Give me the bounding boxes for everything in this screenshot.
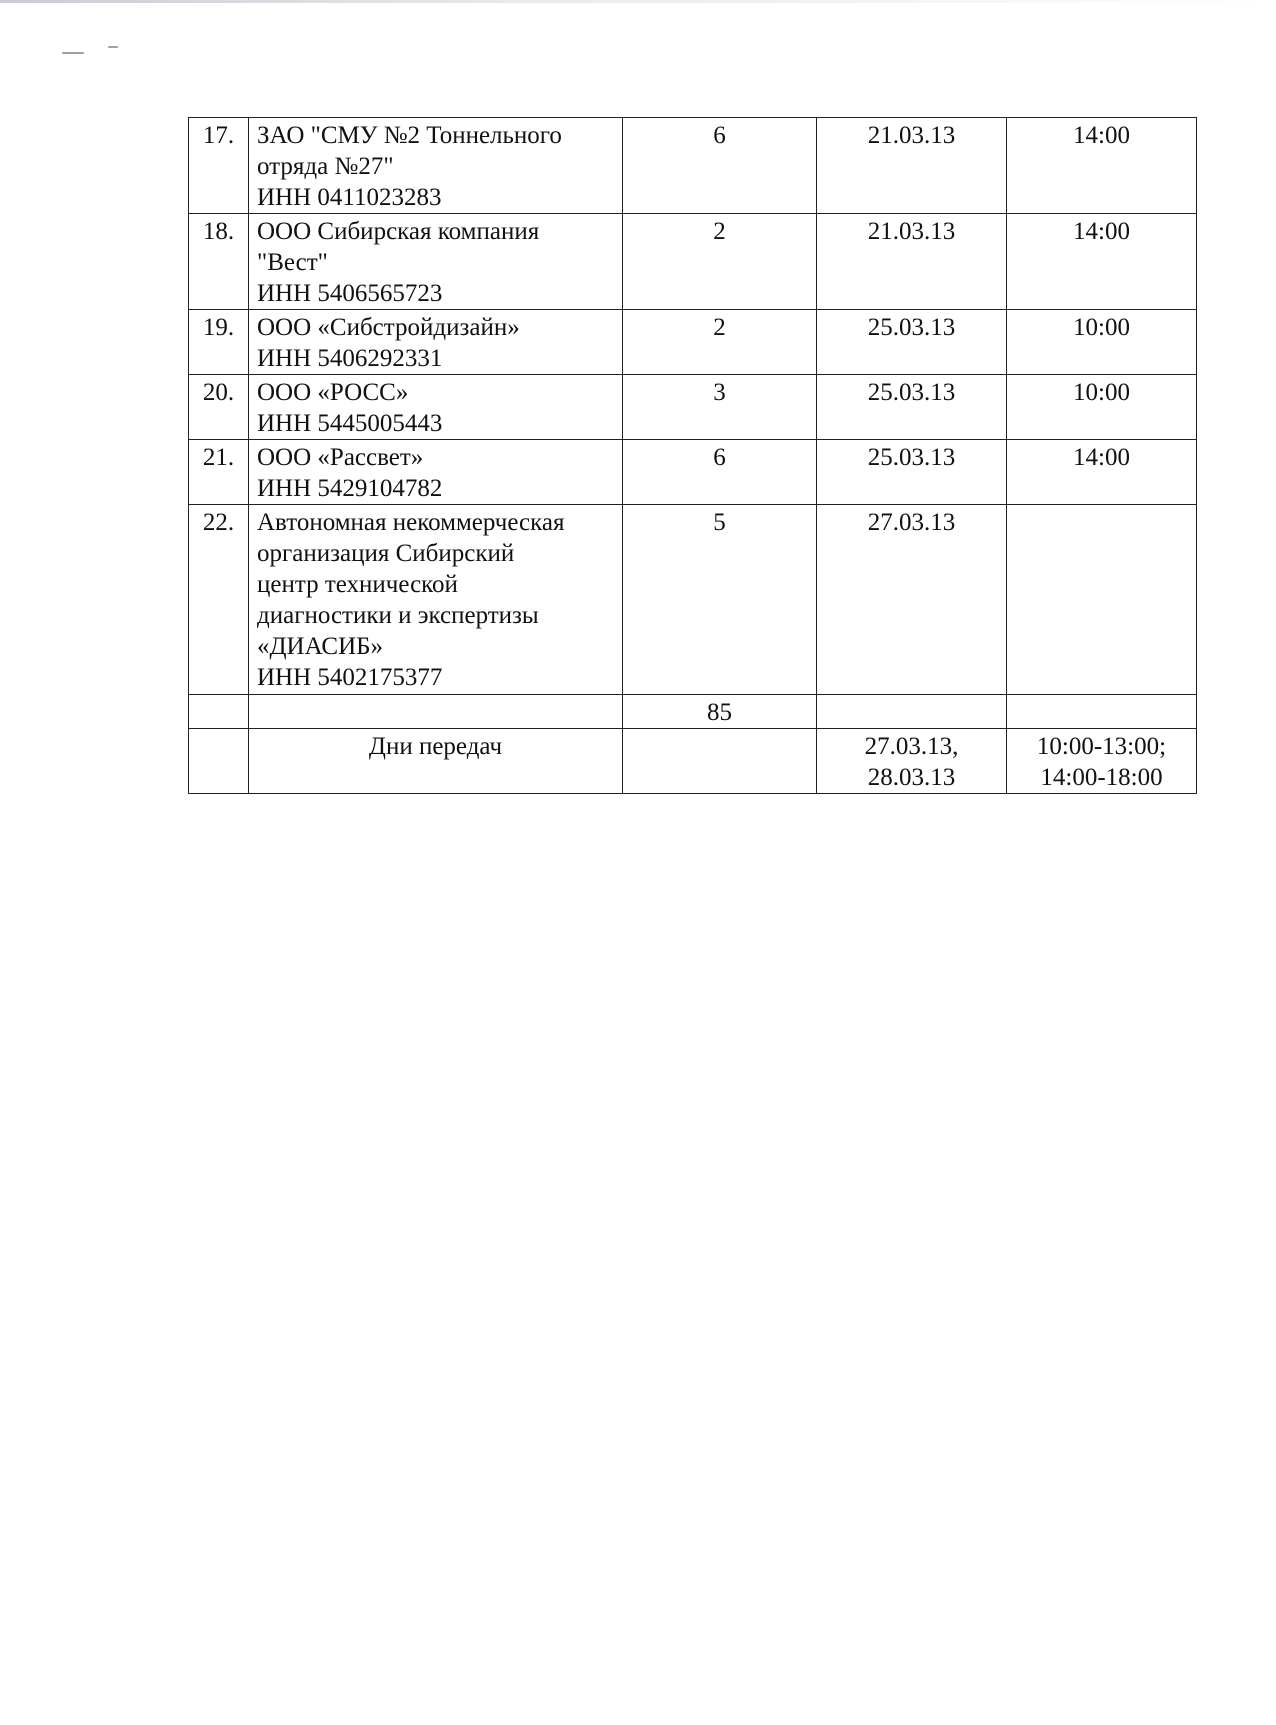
quantity-cell: 6	[623, 440, 817, 505]
total-row	[189, 695, 1197, 729]
row-number: 21.	[189, 440, 249, 505]
empty-cell	[817, 695, 1007, 729]
date-cell: 21.03.13	[817, 214, 1007, 310]
row-number: 20.	[189, 375, 249, 440]
date-cell: 21.03.13	[817, 118, 1007, 214]
time-cell: 10:00	[1007, 310, 1197, 375]
quantity-cell: 3	[623, 375, 817, 440]
empty-cell	[623, 729, 817, 794]
organization-line: отряда №27"	[257, 153, 394, 180]
empty-cell	[249, 695, 623, 729]
time-cell: 10:00	[1007, 375, 1197, 440]
transfer-time: 14:00-18:00	[1040, 764, 1163, 791]
row-number: 19.	[189, 310, 249, 375]
organization-line: «ДИАСИБ»	[257, 633, 384, 660]
schedule-table	[188, 117, 1197, 794]
transfer-days-row	[189, 729, 1197, 794]
organization-line: "Вест"	[257, 249, 328, 276]
date-cell: 25.03.13	[817, 440, 1007, 505]
date-cell: 25.03.13	[817, 310, 1007, 375]
organization-line: Автономная некоммерческая	[257, 509, 565, 536]
organization-line: ООО «Рассвет»	[257, 444, 424, 471]
time-cell: 14:00	[1007, 440, 1197, 505]
date-cell: 25.03.13	[817, 375, 1007, 440]
scan-mark	[62, 52, 84, 54]
quantity-cell: 6	[623, 118, 817, 214]
organization-cell	[249, 310, 623, 375]
organization-line: ИНН 5406292331	[257, 345, 443, 372]
quantity-cell: 5	[623, 505, 817, 695]
organization-line: организация Сибирский	[257, 540, 515, 567]
organization-line: ООО Сибирская компания	[257, 218, 540, 245]
total-quantity: 85	[623, 695, 817, 729]
organization-line: ИНН 5445005443	[257, 410, 443, 437]
empty-cell	[1007, 695, 1197, 729]
organization-line: ООО «Сибстройдизайн»	[257, 314, 520, 341]
organization-cell	[249, 118, 623, 214]
organization-cell	[249, 505, 623, 695]
organization-cell	[249, 375, 623, 440]
table-row	[189, 440, 1197, 505]
table-row	[189, 118, 1197, 214]
table-row	[189, 375, 1197, 440]
transfer-days-label: Дни передач	[249, 729, 623, 794]
scan-mark	[108, 46, 118, 48]
organization-line: ИНН 5406565723	[257, 280, 443, 307]
time-cell	[1007, 505, 1197, 695]
empty-cell	[189, 695, 249, 729]
table-row	[189, 214, 1197, 310]
time-cell: 14:00	[1007, 214, 1197, 310]
organization-line: ИНН 5402175377	[257, 664, 443, 691]
organization-cell	[249, 214, 623, 310]
row-number: 22.	[189, 505, 249, 695]
transfer-dates-cell	[817, 729, 1007, 794]
empty-cell	[189, 729, 249, 794]
transfer-times-cell	[1007, 729, 1197, 794]
table-row	[189, 505, 1197, 695]
organization-cell	[249, 440, 623, 505]
transfer-time: 10:00-13:00;	[1036, 733, 1167, 760]
row-number: 17.	[189, 118, 249, 214]
quantity-cell: 2	[623, 214, 817, 310]
organization-line: центр технической	[257, 571, 458, 598]
row-number: 18.	[189, 214, 249, 310]
transfer-date: 27.03.13,	[864, 733, 959, 760]
organization-line: диагностики и экспертизы	[257, 602, 539, 629]
organization-line: ООО «РОСС»	[257, 379, 409, 406]
scan-top-edge	[0, 0, 1276, 3]
date-cell: 27.03.13	[817, 505, 1007, 695]
organization-line: ИНН 0411023283	[257, 184, 442, 211]
quantity-cell: 2	[623, 310, 817, 375]
time-cell: 14:00	[1007, 118, 1197, 214]
table-row	[189, 310, 1197, 375]
organization-line: ИНН 5429104782	[257, 475, 443, 502]
transfer-date: 28.03.13	[867, 764, 956, 791]
organization-line: ЗАО "СМУ №2 Тоннельного	[257, 122, 562, 149]
